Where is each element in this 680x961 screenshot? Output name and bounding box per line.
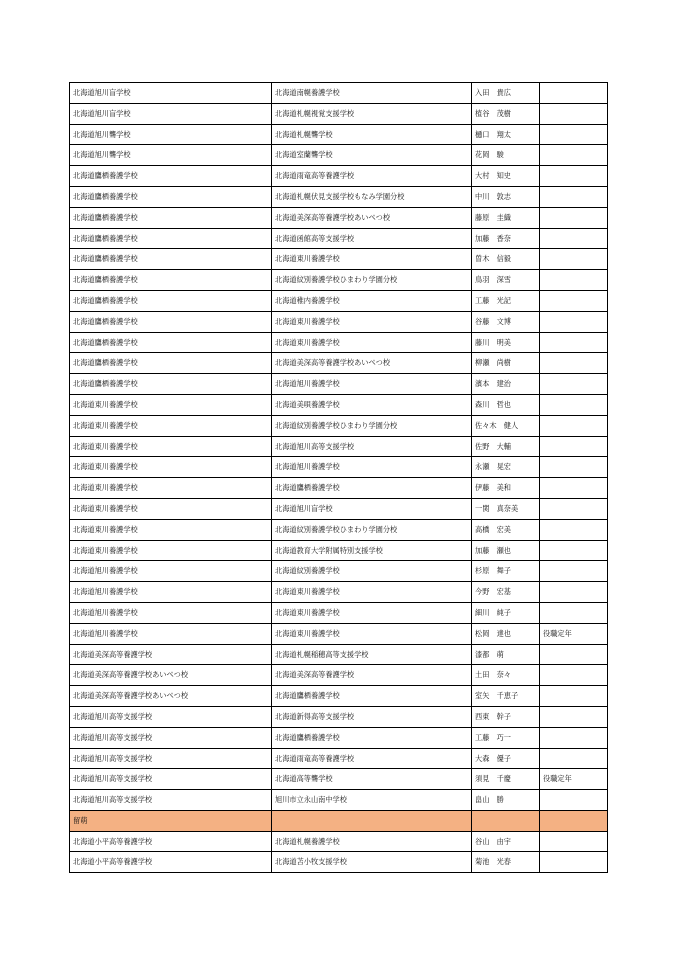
to-school-cell: 北海道南幌養護学校	[272, 83, 472, 104]
to-school-cell: 北海道高等聾学校	[272, 769, 472, 790]
name-cell: 花岡 駿	[472, 145, 540, 166]
name-cell: 曽木 信毅	[472, 249, 540, 270]
name-cell: 永瀬 晃宏	[472, 457, 540, 478]
from-school-cell: 北海道鷹栖養護学校	[70, 353, 272, 374]
from-school-cell: 北海道鷹栖養護学校	[70, 311, 272, 332]
note-cell	[540, 394, 608, 415]
from-school-cell: 北海道東川養護学校	[70, 457, 272, 478]
table-row	[70, 790, 608, 811]
name-cell: 加藤 香奈	[472, 228, 540, 249]
name-cell: 藤川 明美	[472, 332, 540, 353]
name-cell: 鳥羽 深雪	[472, 270, 540, 291]
note-cell	[540, 228, 608, 249]
to-school-cell: 北海道東川養護学校	[272, 623, 472, 644]
from-school-cell: 北海道旭川高等支援学校	[70, 748, 272, 769]
note-cell	[540, 415, 608, 436]
from-school-cell: 北海道鷹栖養護学校	[70, 374, 272, 395]
name-cell: 佐野 大輔	[472, 436, 540, 457]
note-cell	[540, 790, 608, 811]
table-row	[70, 374, 608, 395]
table-row	[70, 186, 608, 207]
note-cell	[540, 602, 608, 623]
to-school-cell: 北海道札幌視覚支援学校	[272, 103, 472, 124]
to-school-cell: 北海道苫小牧支援学校	[272, 852, 472, 873]
table-row	[70, 748, 608, 769]
note-cell	[540, 748, 608, 769]
from-school-cell: 北海道鷹栖養護学校	[70, 186, 272, 207]
from-school-cell: 北海道東川養護学校	[70, 498, 272, 519]
transfer-table	[69, 82, 608, 873]
to-school-cell: 北海道紋別養護学校ひまわり学園分校	[272, 415, 472, 436]
note-cell	[540, 83, 608, 104]
note-cell	[540, 540, 608, 561]
from-school-cell: 北海道東川養護学校	[70, 415, 272, 436]
name-cell: 室矢 千恵子	[472, 686, 540, 707]
name-cell: 畠山 勝	[472, 790, 540, 811]
to-school-cell: 北海道雨竜高等養護学校	[272, 166, 472, 187]
note-cell	[540, 353, 608, 374]
from-school-cell: 北海道旭川高等支援学校	[70, 727, 272, 748]
table-row	[70, 540, 608, 561]
to-school-cell: 北海道鷹栖養護学校	[272, 686, 472, 707]
from-school-cell: 北海道鷹栖養護学校	[70, 290, 272, 311]
note-cell	[540, 457, 608, 478]
from-school-cell: 北海道旭川聾学校	[70, 145, 272, 166]
name-cell: 中川 敦志	[472, 186, 540, 207]
to-school-cell: 北海道東川養護学校	[272, 602, 472, 623]
from-school-cell: 北海道旭川養護学校	[70, 582, 272, 603]
note-cell	[540, 311, 608, 332]
table-row	[70, 602, 608, 623]
name-cell: 樋口 翔太	[472, 124, 540, 145]
name-cell: 大村 知史	[472, 166, 540, 187]
from-school-cell: 北海道旭川養護学校	[70, 561, 272, 582]
table-row	[70, 415, 608, 436]
name-cell: 佐々木 健人	[472, 415, 540, 436]
from-school-cell: 北海道旭川高等支援学校	[70, 790, 272, 811]
to-school-cell: 北海道紋別養護学校ひまわり学園分校	[272, 519, 472, 540]
note-cell	[540, 249, 608, 270]
note-cell	[540, 727, 608, 748]
from-school-cell: 北海道東川養護学校	[70, 478, 272, 499]
to-school-cell: 北海道旭川高等支援学校	[272, 436, 472, 457]
note-cell	[540, 186, 608, 207]
name-cell: 杉原 舞子	[472, 561, 540, 582]
name-cell: 細川 純子	[472, 602, 540, 623]
table-row	[70, 353, 608, 374]
to-school-cell: 北海道東川養護学校	[272, 311, 472, 332]
to-school-cell: 北海道鷹栖養護学校	[272, 727, 472, 748]
table-row	[70, 582, 608, 603]
table-row	[70, 249, 608, 270]
from-school-cell: 北海道鷹栖養護学校	[70, 332, 272, 353]
name-cell: 植谷 茂樹	[472, 103, 540, 124]
from-school-cell: 北海道旭川盲学校	[70, 83, 272, 104]
name-cell: 土田 奈々	[472, 665, 540, 686]
name-cell: 濱本 建治	[472, 374, 540, 395]
to-school-cell: 北海道東川養護学校	[272, 332, 472, 353]
to-school-cell: 旭川市立永山南中学校	[272, 790, 472, 811]
table-row	[70, 228, 608, 249]
table-row	[70, 270, 608, 291]
table-row	[70, 145, 608, 166]
note-cell	[540, 103, 608, 124]
table-row	[70, 166, 608, 187]
from-school-cell: 北海道鷹栖養護学校	[70, 249, 272, 270]
note-cell	[540, 498, 608, 519]
to-school-cell: 北海道札幌聾学校	[272, 124, 472, 145]
from-school-cell: 北海道美深高等養護学校あいべつ校	[70, 665, 272, 686]
note-cell	[540, 290, 608, 311]
to-school-cell: 北海道札幌養護学校	[272, 831, 472, 852]
to-school-cell: 北海道稚内養護学校	[272, 290, 472, 311]
name-cell: 谷山 由宇	[472, 831, 540, 852]
name-cell: 藤原 圭織	[472, 207, 540, 228]
table-row	[70, 706, 608, 727]
to-school-cell: 北海道東川養護学校	[272, 582, 472, 603]
name-cell: 高橋 宏美	[472, 519, 540, 540]
to-school-cell: 北海道美深高等養護学校あいべつ校	[272, 207, 472, 228]
to-school-cell: 北海道旭川盲学校	[272, 498, 472, 519]
empty-cell	[540, 810, 608, 831]
table-row	[70, 519, 608, 540]
note-cell	[540, 686, 608, 707]
table-row	[70, 727, 608, 748]
note-cell	[540, 270, 608, 291]
to-school-cell: 北海道紋別養護学校ひまわり学園分校	[272, 270, 472, 291]
note-cell	[540, 207, 608, 228]
name-cell: 谷藤 文博	[472, 311, 540, 332]
table-row	[70, 561, 608, 582]
from-school-cell: 北海道東川養護学校	[70, 519, 272, 540]
table-row	[70, 394, 608, 415]
table-row	[70, 436, 608, 457]
table-row	[70, 124, 608, 145]
name-cell: 須見 千慶	[472, 769, 540, 790]
note-cell	[540, 436, 608, 457]
table-row	[70, 498, 608, 519]
name-cell: 松岡 達也	[472, 623, 540, 644]
to-school-cell: 北海道東川養護学校	[272, 249, 472, 270]
to-school-cell: 北海道紋別養護学校	[272, 561, 472, 582]
from-school-cell: 北海道旭川盲学校	[70, 103, 272, 124]
table-row	[70, 103, 608, 124]
note-cell: 役職定年	[540, 623, 608, 644]
from-school-cell: 北海道旭川養護学校	[70, 623, 272, 644]
to-school-cell: 北海道室蘭聾学校	[272, 145, 472, 166]
empty-cell	[472, 810, 540, 831]
to-school-cell: 北海道鷹栖養護学校	[272, 478, 472, 499]
from-school-cell: 北海道鷹栖養護学校	[70, 228, 272, 249]
table-row	[70, 769, 608, 790]
note-cell	[540, 145, 608, 166]
note-cell	[540, 519, 608, 540]
to-school-cell: 北海道新得高等支援学校	[272, 706, 472, 727]
note-cell	[540, 478, 608, 499]
note-cell	[540, 852, 608, 873]
empty-cell	[272, 810, 472, 831]
to-school-cell: 北海道雨竜高等養護学校	[272, 748, 472, 769]
section-row	[70, 810, 608, 831]
to-school-cell: 北海道美唄養護学校	[272, 394, 472, 415]
table-row	[70, 831, 608, 852]
from-school-cell: 北海道美深高等養護学校あいべつ校	[70, 686, 272, 707]
name-cell: 漆都 萌	[472, 644, 540, 665]
from-school-cell: 北海道旭川高等支援学校	[70, 769, 272, 790]
from-school-cell: 北海道鷹栖養護学校	[70, 166, 272, 187]
table-row	[70, 478, 608, 499]
to-school-cell: 北海道美深高等養護学校	[272, 665, 472, 686]
note-cell	[540, 332, 608, 353]
table-row	[70, 311, 608, 332]
section-label-cell: 留萌	[70, 810, 272, 831]
note-cell	[540, 665, 608, 686]
name-cell: 森川 哲也	[472, 394, 540, 415]
name-cell: 伊藤 美和	[472, 478, 540, 499]
note-cell	[540, 582, 608, 603]
name-cell: 工藤 光記	[472, 290, 540, 311]
from-school-cell: 北海道小平高等養護学校	[70, 852, 272, 873]
name-cell: 今野 宏基	[472, 582, 540, 603]
table-row	[70, 207, 608, 228]
name-cell: 一関 真奈美	[472, 498, 540, 519]
to-school-cell: 北海道教育大学附属特別支援学校	[272, 540, 472, 561]
name-cell: 柳瀬 尚樹	[472, 353, 540, 374]
from-school-cell: 北海道美深高等養護学校	[70, 644, 272, 665]
note-cell	[540, 644, 608, 665]
to-school-cell: 北海道札幌稲穂高等支援学校	[272, 644, 472, 665]
from-school-cell: 北海道旭川高等支援学校	[70, 706, 272, 727]
name-cell: 大森 優子	[472, 748, 540, 769]
to-school-cell: 北海道札幌伏見支援学校もなみ学園分校	[272, 186, 472, 207]
note-cell: 役職定年	[540, 769, 608, 790]
from-school-cell: 北海道東川養護学校	[70, 436, 272, 457]
table-row	[70, 644, 608, 665]
note-cell	[540, 706, 608, 727]
name-cell: 工藤 巧一	[472, 727, 540, 748]
table-row	[70, 686, 608, 707]
table-row	[70, 623, 608, 644]
name-cell: 西東 幹子	[472, 706, 540, 727]
table-row	[70, 852, 608, 873]
table-row	[70, 83, 608, 104]
from-school-cell: 北海道旭川聾学校	[70, 124, 272, 145]
from-school-cell: 北海道小平高等養護学校	[70, 831, 272, 852]
note-cell	[540, 124, 608, 145]
note-cell	[540, 374, 608, 395]
from-school-cell: 北海道旭川養護学校	[70, 602, 272, 623]
name-cell: 加藤 瀬也	[472, 540, 540, 561]
from-school-cell: 北海道東川養護学校	[70, 540, 272, 561]
to-school-cell: 北海道旭川養護学校	[272, 374, 472, 395]
name-cell: 入田 貴広	[472, 83, 540, 104]
to-school-cell: 北海道美深高等養護学校あいべつ校	[272, 353, 472, 374]
name-cell: 菊池 光春	[472, 852, 540, 873]
table-row	[70, 457, 608, 478]
to-school-cell: 北海道函館高等支援学校	[272, 228, 472, 249]
from-school-cell: 北海道東川養護学校	[70, 394, 272, 415]
table-row	[70, 332, 608, 353]
from-school-cell: 北海道鷹栖養護学校	[70, 270, 272, 291]
table-row	[70, 665, 608, 686]
note-cell	[540, 831, 608, 852]
to-school-cell: 北海道旭川養護学校	[272, 457, 472, 478]
note-cell	[540, 166, 608, 187]
from-school-cell: 北海道鷹栖養護学校	[70, 207, 272, 228]
table-row	[70, 290, 608, 311]
note-cell	[540, 561, 608, 582]
